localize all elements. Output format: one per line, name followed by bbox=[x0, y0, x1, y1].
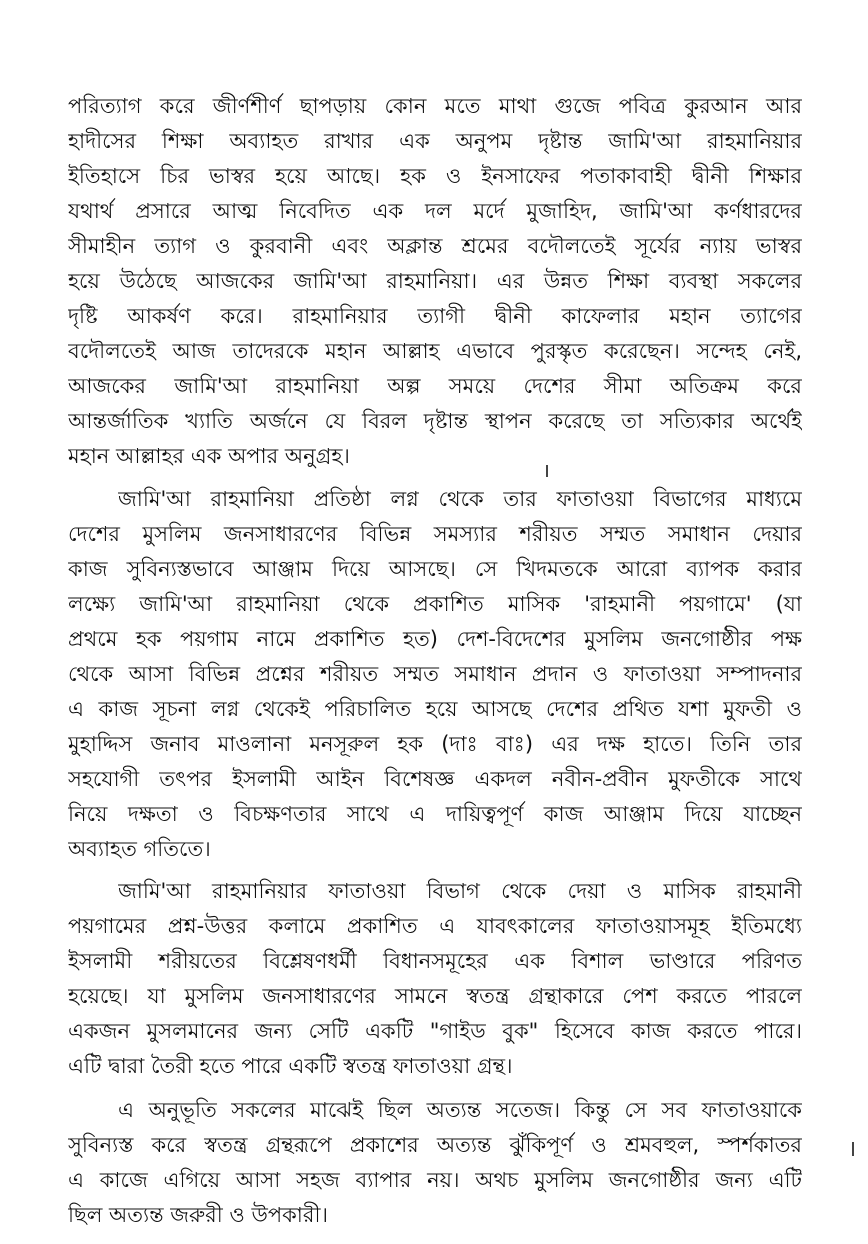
text-line: এটি দ্বারা তৈরী হতে পারে একটি স্বতন্ত্র ফাতাওয়া গ্রন্থ। bbox=[68, 1054, 513, 1078]
text-line: থেকে আসা বিভিন্ন প্রশ্নের শরীয়ত সম্মত সমাধান প্রদান ও ফাতাওয়া সম্পাদনার bbox=[68, 662, 802, 686]
text-line: হয়ে উঠেছে আজকের জামি'আ রাহমানিয়া। এর উন্নত শিক্ষা ব্যবস্থা সকলের bbox=[68, 269, 802, 293]
text-line: ইতিহাসে চির ভাস্বর হয়ে আছে। হক ও ইনসাফের পতাকাবাহী দ্বীনী শিক্ষার bbox=[68, 164, 802, 188]
text-line: এ কাজে এগিয়ে আসা সহজ ব্যাপার নয়। অথচ মুসলিম জনগোষ্ঠীর জন্য এটি bbox=[68, 1168, 802, 1192]
text-line: হাদীসের শিক্ষা অব্যাহত রাখার এক অনুপম দৃষ্টান্ত জামি'আ রাহমানিয়ার bbox=[68, 129, 802, 153]
text-line: হয়েছে। যা মুসলিম জনসাধারণের সামনে স্বতন্ত্র গ্রন্থাকারে পেশ করতে পারলে bbox=[68, 984, 802, 1008]
scan-speck bbox=[852, 1142, 854, 1156]
text-line: সীমাহীন ত্যাগ ও কুরবানী এবং অক্লান্ত শ্রমের বদৌলতেই সূর্যের ন্যায় ভাস্বর bbox=[68, 234, 802, 258]
text-line: দেশের মুসলিম জনসাধারণের বিভিন্ন সমস্যার শরীয়ত সম্মত সমাধান দেয়ার bbox=[68, 522, 802, 546]
text-line: আজকের জামি'আ রাহমানিয়া অল্প সময়ে দেশের সীমা অতিক্রম করে bbox=[68, 374, 802, 398]
text-line: মহান আল্লাহর এক অপার অনুগ্রহ। bbox=[68, 444, 350, 468]
text-line: নিয়ে দক্ষতা ও বিচক্ষণতার সাথে এ দায়িত্বপূর্ণ কাজ আঞ্জাম দিয়ে যাচ্ছেন bbox=[68, 802, 802, 826]
text-line: এ অনুভূতি সকলের মাঝেই ছিল অত্যন্ত সতেজ। কিন্তু সে সব ফাতাওয়াকে bbox=[118, 1098, 802, 1122]
text-line: লক্ষ্যে জামি'আ রাহমানিয়া থেকে প্রকাশিত মাসিক 'রাহমানী পয়গামে' (যা bbox=[68, 592, 802, 616]
text-line: বদৌলতেই আজ তাদেরকে মহান আল্লাহ এভাবে পুরস্কৃত করেছেন। সন্দেহ নেই, bbox=[68, 339, 802, 363]
text-line: পয়গামের প্রশ্ন-উত্তর কলামে প্রকাশিত এ যাবৎকালের ফাতাওয়াসমূহ ইতিমধ্যে bbox=[68, 914, 802, 938]
text-line: জামি'আ রাহমানিয়া প্রতিষ্ঠা লগ্ন থেকে তার ফাতাওয়া বিভাগের মাধ্যমে bbox=[118, 487, 802, 511]
text-line: ইসলামী শরীয়তের বিশ্লেষণধর্মী বিধানসমূহের এক বিশাল ভাণ্ডারে পরিণত bbox=[68, 949, 802, 973]
text-line: সহযোগী তৎপর ইসলামী আইন বিশেষজ্ঞ একদল নবীন-প্রবীন মুফতীকে সাথে bbox=[68, 767, 802, 791]
text-line: যথার্থ প্রসারে আত্ম নিবেদিত এক দল মর্দে মুজাহিদ, জামি'আ কর্ণধারদের bbox=[68, 199, 802, 223]
text-line: মুহাদ্দিস জনাব মাওলানা মনসূরুল হক (দাঃ বাঃ) এর দক্ষ হাতে। তিনি তার bbox=[68, 732, 802, 756]
text-line: সুবিন্যস্ত করে স্বতন্ত্র গ্রন্থরূপে প্রকাশের অত্যন্ত ঝুঁকিপূর্ণ ও শ্রমবহুল, স্পর্শকাতর bbox=[68, 1133, 802, 1157]
text-line: অব্যাহত গতিতে। bbox=[68, 837, 211, 861]
text-line: এ কাজ সূচনা লগ্ন থেকেই পরিচালিত হয়ে আসছে দেশের প্রথিত যশা মুফতী ও bbox=[68, 697, 802, 721]
text-line: একজন মুসলমানের জন্য সেটি একটি "গাইড বুক" হিসেবে কাজ করতে পারে। bbox=[68, 1019, 802, 1043]
text-line: দৃষ্টি আকর্ষণ করে। রাহমানিয়ার ত্যাগী দ্বীনী কাফেলার মহান ত্যাগের bbox=[68, 304, 802, 328]
text-line: পরিত্যাগ করে জীর্ণশীর্ণ ছাপড়ায় কোন মতে মাথা গুজে পবিত্র কুরআন আর bbox=[68, 94, 802, 118]
text-line: প্রথমে হক পয়গাম নামে প্রকাশিত হত) দেশ-বিদেশের মুসলিম জনগোষ্ঠীর পক্ষ bbox=[68, 627, 802, 651]
text-line: কাজ সুবিন্যস্তভাবে আঞ্জাম দিয়ে আসছে। সে খিদমতকে আরো ব্যাপক করার bbox=[68, 557, 802, 581]
scan-speck bbox=[546, 465, 548, 477]
text-line: ছিল অত্যন্ত জরুরী ও উপকারী। bbox=[68, 1203, 328, 1227]
text-line: জামি'আ রাহমানিয়ার ফাতাওয়া বিভাগ থেকে দেয়া ও মাসিক রাহমানী bbox=[118, 879, 802, 903]
text-line: আন্তর্জাতিক খ্যাতি অর্জনে যে বিরল দৃষ্টান্ত স্থাপন করেছে তা সত্যিকার অর্থেই bbox=[68, 409, 802, 433]
